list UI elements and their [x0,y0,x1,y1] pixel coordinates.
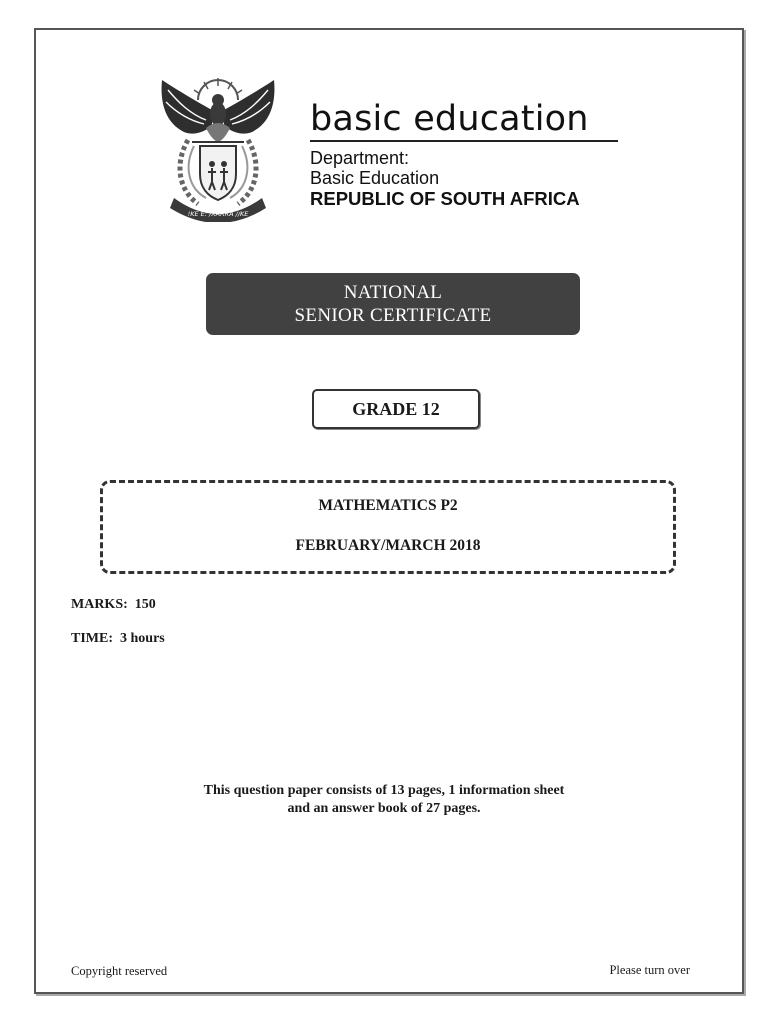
certificate-banner [206,273,580,335]
copyright-footer: Copyright reserved [71,964,168,978]
crest-motto: !KE E: /XARRA //KE [187,210,249,218]
subject-box [100,480,676,574]
paper-description [120,782,648,818]
department-label: Department: [310,148,410,168]
time-label: TIME: 3 hours [71,631,165,646]
shield-icon [200,146,236,200]
left-wing [162,80,212,134]
coat-of-arms-icon [154,70,282,222]
right-wing [224,80,274,134]
brand-divider [310,140,618,142]
grade-box: GRADE 12 [312,389,480,429]
turn-over-footer: Please turn over [609,963,690,977]
brand-title: basic education [310,99,589,139]
certificate-line-1: NATIONAL [343,282,443,303]
brand-block [310,98,620,210]
marks-label: MARKS: 150 [71,597,156,612]
country-name: REPUBLIC OF SOUTH AFRICA [310,188,580,209]
certificate-line-2: SENIOR CERTIFICATE [294,305,492,326]
paper-description-line-1: This question paper consists of 13 pages, 1 information sheet [203,783,565,798]
paper-description-line-2: and an answer book of 27 pages. [287,801,481,816]
exam-session: FEBRUARY/MARCH 2018 [295,537,481,554]
department-name: Basic Education [310,168,440,188]
subject-name: MATHEMATICS P2 [318,497,458,514]
